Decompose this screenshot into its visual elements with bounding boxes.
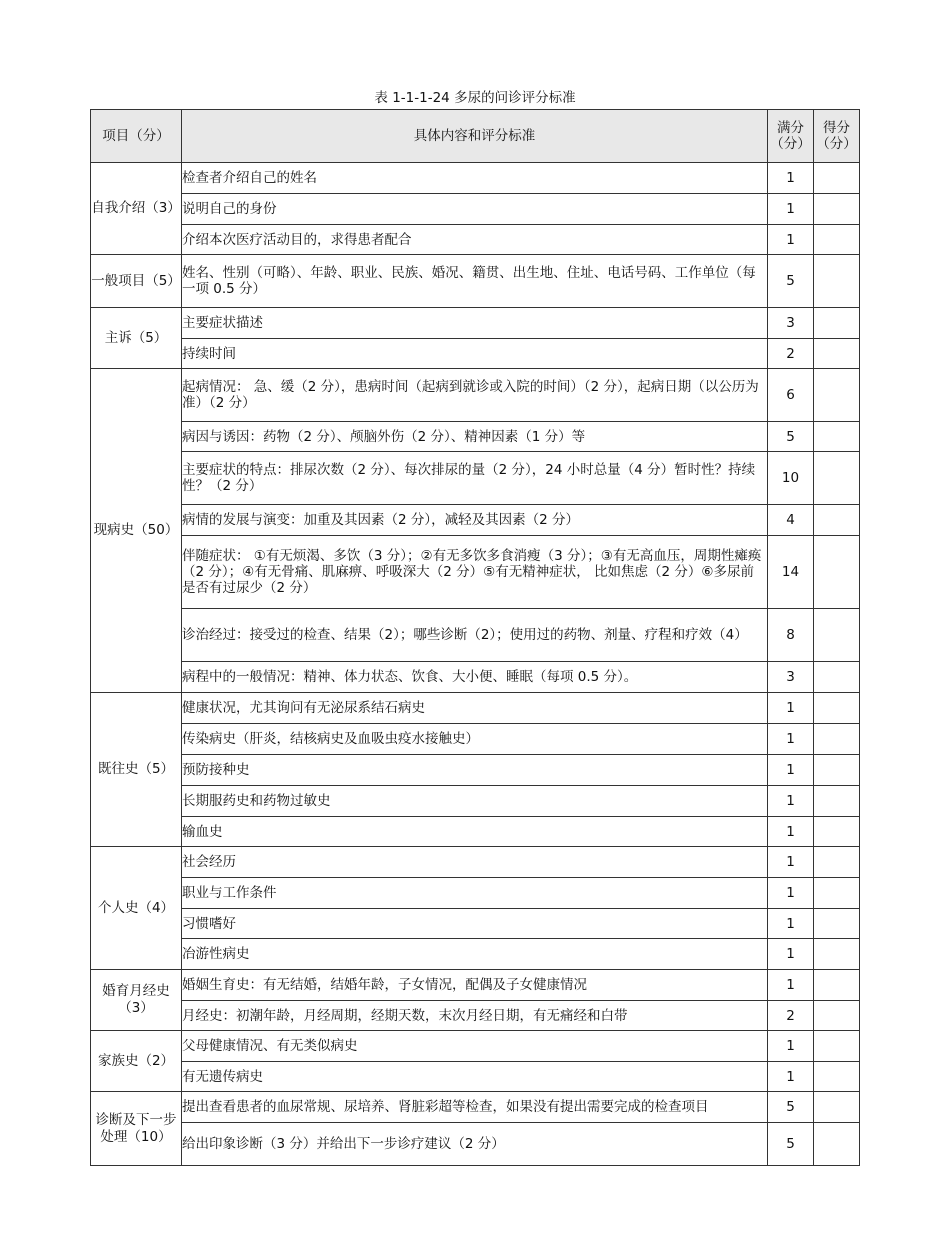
criterion-text: 长期服药史和药物过敏史 (182, 786, 768, 817)
criterion-text: 有无遗传病史 (182, 1062, 768, 1092)
criterion-text: 健康状况，尤其询问有无泌尿系结石病史 (182, 693, 768, 724)
obtained-score-cell[interactable] (814, 1092, 860, 1123)
full-score-cell: 1 (768, 194, 814, 225)
table-row (91, 452, 860, 505)
criterion-text: 习惯嗜好 (182, 909, 768, 939)
full-score-cell: 3 (768, 662, 814, 693)
criterion-text: 病情的发展与演变：加重及其因素（2 分），减轻及其因素（2 分） (182, 505, 768, 536)
table-row (91, 1062, 860, 1092)
header-obtained-score: 得分（分） (814, 110, 860, 163)
obtained-score-cell[interactable] (814, 1001, 860, 1031)
table-row (91, 422, 860, 452)
obtained-score-cell[interactable] (814, 662, 860, 693)
table-row (91, 909, 860, 939)
obtained-score-cell[interactable] (814, 194, 860, 225)
criterion-text: 说明自己的身份 (182, 194, 768, 225)
full-score-cell: 1 (768, 909, 814, 939)
table-row (91, 817, 860, 847)
obtained-score-cell[interactable] (814, 786, 860, 817)
section-label: 家族史（2） (91, 1031, 182, 1092)
criterion-text: 社会经历 (182, 847, 768, 878)
full-score-cell: 1 (768, 225, 814, 255)
criterion-text: 职业与工作条件 (182, 878, 768, 909)
criterion-text: 伴随症状： ①有无烦渴、多饮（3 分）；②有无多饮多食消瘦（3 分）；③有无高血压，周期性瘫痪（2 分）；④有无骨痛、肌麻痹、呼吸深大（2 分）⑤有无精神症状， 比如焦虑（2 分）⑥多尿前是否有过尿少（2 分） (182, 536, 768, 609)
criterion-text: 主要症状的特点：排尿次数（2 分）、每次排尿的量（2 分），24 小时总量（4 分）暂时性？持续性？（2 分） (182, 452, 768, 505)
full-score-cell: 1 (768, 1031, 814, 1062)
table-row (91, 225, 860, 255)
obtained-score-cell[interactable] (814, 817, 860, 847)
full-score-cell: 1 (768, 724, 814, 755)
obtained-score-cell[interactable] (814, 724, 860, 755)
obtained-score-cell[interactable] (814, 909, 860, 939)
obtained-score-cell[interactable] (814, 422, 860, 452)
full-score-cell: 1 (768, 693, 814, 724)
table-row (91, 939, 860, 970)
table-row (91, 1001, 860, 1031)
full-score-cell: 8 (768, 609, 814, 662)
criterion-text: 冶游性病史 (182, 939, 768, 970)
criterion-text: 持续时间 (182, 339, 768, 369)
obtained-score-cell[interactable] (814, 369, 860, 422)
criterion-text: 姓名、性别（可略）、年龄、职业、民族、婚况、籍贯、出生地、住址、电话号码、工作单位（每一项 0.5 分） (182, 255, 768, 308)
section-label: 自我介绍（3） (91, 163, 182, 255)
table-caption: 表 1-1-1-24 多尿的问诊评分标准 (374, 90, 576, 106)
obtained-score-cell[interactable] (814, 755, 860, 786)
table-row (91, 1031, 860, 1062)
table-row (91, 755, 860, 786)
full-score-cell: 2 (768, 339, 814, 369)
criterion-text: 介绍本次医疗活动目的，求得患者配合 (182, 225, 768, 255)
obtained-score-cell[interactable] (814, 970, 860, 1001)
criterion-text: 病程中的一般情况：精神、体力状态、饮食、大小便、睡眠（每项 0.5 分）。 (182, 662, 768, 693)
criterion-text: 父母健康情况、有无类似病史 (182, 1031, 768, 1062)
obtained-score-cell[interactable] (814, 255, 860, 308)
table-row (91, 693, 860, 724)
table-row (91, 847, 860, 878)
table-row (91, 1123, 860, 1166)
table-row (91, 505, 860, 536)
obtained-score-cell[interactable] (814, 609, 860, 662)
section-label: 婚育月经史（3） (91, 970, 182, 1031)
criterion-text: 输血史 (182, 817, 768, 847)
table-row (91, 255, 860, 308)
full-score-cell: 2 (768, 1001, 814, 1031)
criterion-text: 传染病史（肝炎，结核病史及血吸虫疫水接触史） (182, 724, 768, 755)
obtained-score-cell[interactable] (814, 1031, 860, 1062)
section-label: 个人史（4） (91, 847, 182, 970)
full-score-cell: 1 (768, 939, 814, 970)
table-row (91, 609, 860, 662)
criterion-text: 提出查看患者的血尿常规、尿培养、肾脏彩超等检查，如果没有提出需要完成的检查项目 (182, 1092, 768, 1123)
criterion-text: 预防接种史 (182, 755, 768, 786)
header-row (91, 110, 860, 163)
full-score-cell: 1 (768, 817, 814, 847)
full-score-cell: 4 (768, 505, 814, 536)
section-label: 现病史（50） (91, 369, 182, 693)
full-score-cell: 10 (768, 452, 814, 505)
obtained-score-cell[interactable] (814, 339, 860, 369)
scoring-table (90, 109, 860, 1166)
table-row (91, 970, 860, 1001)
criterion-text: 主要症状描述 (182, 308, 768, 339)
full-score-cell: 5 (768, 1092, 814, 1123)
obtained-score-cell[interactable] (814, 939, 860, 970)
section-label: 既往史（5） (91, 693, 182, 847)
obtained-score-cell[interactable] (814, 163, 860, 194)
criterion-text: 起病情况： 急、缓（2 分），患病时间（起病到就诊或入院的时间）（2 分），起病日期（以公历为准）（2 分） (182, 369, 768, 422)
obtained-score-cell[interactable] (814, 505, 860, 536)
obtained-score-cell[interactable] (814, 452, 860, 505)
table-row (91, 662, 860, 693)
criterion-text: 病因与诱因：药物（2 分）、颅脑外伤（2 分）、精神因素（1 分）等 (182, 422, 768, 452)
table-row (91, 724, 860, 755)
section-label: 主诉（5） (91, 308, 182, 369)
criterion-text: 给出印象诊断（3 分）并给出下一步诊疗建议（2 分） (182, 1123, 768, 1166)
full-score-cell: 14 (768, 536, 814, 609)
obtained-score-cell[interactable] (814, 225, 860, 255)
full-score-cell: 1 (768, 970, 814, 1001)
criterion-text: 检查者介绍自己的姓名 (182, 163, 768, 194)
table-row (91, 536, 860, 609)
table-row (91, 369, 860, 422)
header-full-score: 满分（分） (768, 110, 814, 163)
section-label: 诊断及下一步处理（10） (91, 1092, 182, 1166)
table-row (91, 308, 860, 339)
criterion-text: 诊治经过：接受过的检查、结果（2）；哪些诊断（2）；使用过的药物、剂量、疗程和疗效（4） (182, 609, 768, 662)
table-row (91, 786, 860, 817)
full-score-cell: 1 (768, 755, 814, 786)
full-score-cell: 1 (768, 163, 814, 194)
criterion-text: 月经史：初潮年龄，月经周期，经期天数，末次月经日期，有无痛经和白带 (182, 1001, 768, 1031)
obtained-score-cell[interactable] (814, 693, 860, 724)
full-score-cell: 1 (768, 1062, 814, 1092)
table-row (91, 194, 860, 225)
header-content: 具体内容和评分标准 (182, 110, 768, 163)
full-score-cell: 3 (768, 308, 814, 339)
obtained-score-cell[interactable] (814, 847, 860, 878)
full-score-cell: 1 (768, 878, 814, 909)
obtained-score-cell[interactable] (814, 308, 860, 339)
obtained-score-cell[interactable] (814, 878, 860, 909)
table-row (91, 339, 860, 369)
criterion-text: 婚姻生育史：有无结婚，结婚年龄，子女情况，配偶及子女健康情况 (182, 970, 768, 1001)
full-score-cell: 5 (768, 1123, 814, 1166)
full-score-cell: 1 (768, 847, 814, 878)
table-row (91, 163, 860, 194)
obtained-score-cell[interactable] (814, 1062, 860, 1092)
full-score-cell: 1 (768, 786, 814, 817)
full-score-cell: 5 (768, 422, 814, 452)
section-label: 一般项目（5） (91, 255, 182, 308)
obtained-score-cell[interactable] (814, 1123, 860, 1166)
table-row (91, 1092, 860, 1123)
obtained-score-cell[interactable] (814, 536, 860, 609)
full-score-cell: 5 (768, 255, 814, 308)
header-item: 项目（分） (91, 110, 182, 163)
table-row (91, 878, 860, 909)
full-score-cell: 6 (768, 369, 814, 422)
